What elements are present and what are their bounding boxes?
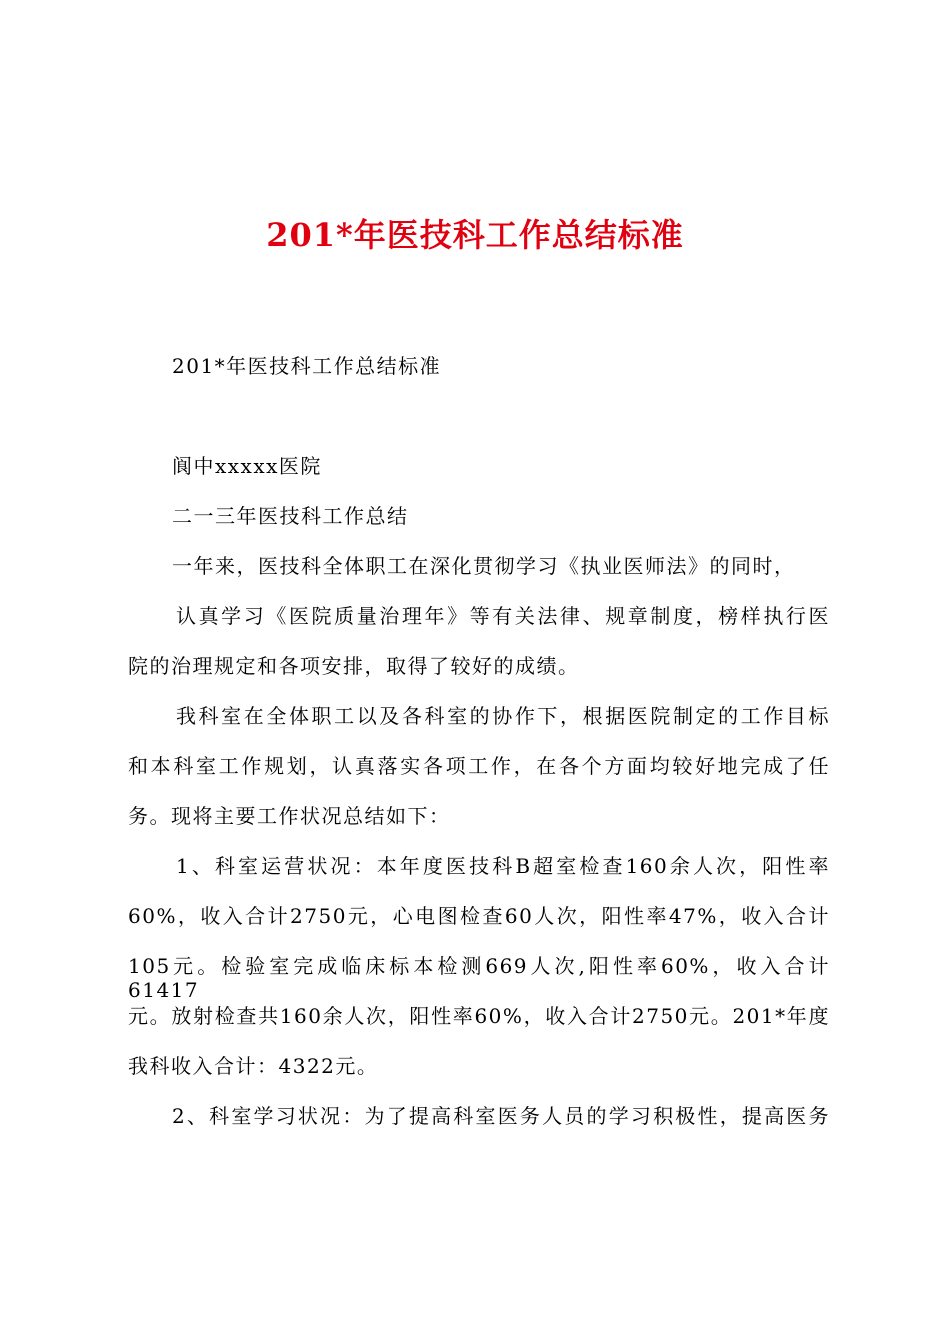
paragraph-line: 一年来，医技科全体职工在深化贯彻学习《执业医师法》的同时， <box>172 554 796 578</box>
report-heading-line: 二一三年医技科工作总结 <box>172 504 409 528</box>
paragraph-line: 务。现将主要工作状况总结如下： <box>128 804 451 828</box>
paragraph-line: 我科收入合计：4322元。 <box>128 1054 379 1078</box>
paragraph-line: 60%，收入合计2750元，心电图检查60人次，阳性率47%，收入合计 <box>128 904 830 928</box>
subtitle-line: 201*年医技科工作总结标准 <box>172 354 442 378</box>
paragraph-line: 和本科室工作规划，认真落实各项工作，在各个方面均较好地完成了任 <box>128 754 830 778</box>
paragraph-line: 1、科室运营状况：本年度医技科B超室检查160余人次，阳性率 <box>176 854 830 878</box>
paragraph-line: 元。放射检查共160余人次，阳性率60%，收入合计2750元。201*年度 <box>128 1004 830 1028</box>
paragraph-line: 认真学习《医院质量治理年》等有关法律、规章制度，榜样执行医 <box>176 604 830 628</box>
document-title: 201*年医技科工作总结标准 <box>266 216 684 254</box>
paragraph-line: 我科室在全体职工以及各科室的协作下，根据医院制定的工作目标 <box>176 704 830 728</box>
hospital-name-line: 阆中xxxxx医院 <box>172 454 322 478</box>
paragraph-line: 院的治理规定和各项安排，取得了较好的成绩。 <box>128 654 580 678</box>
paragraph-line: 105元。检验室完成临床标本检测669人次,阳性率60%，收入合计61417 <box>128 954 830 1002</box>
paragraph-line: 2、科室学习状况：为了提高科室医务人员的学习积极性，提高医务 <box>172 1104 830 1128</box>
